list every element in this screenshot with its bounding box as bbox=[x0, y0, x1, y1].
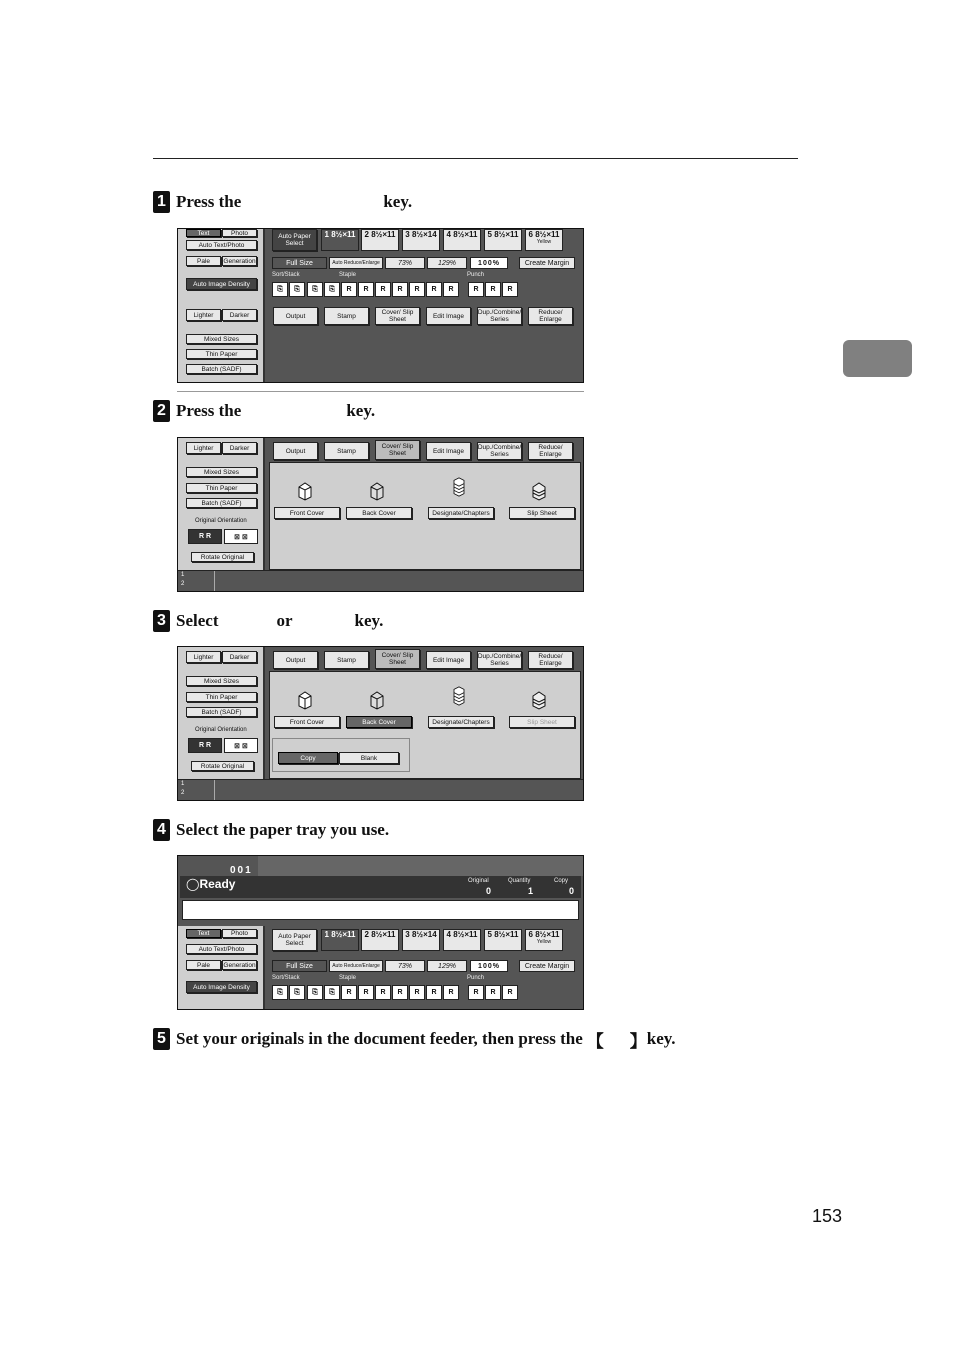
orientation-rotated-icon[interactable]: ⊠ ⊠ bbox=[224, 529, 258, 544]
header-rule bbox=[153, 158, 798, 159]
right-panel bbox=[267, 438, 583, 570]
darker-button[interactable]: Darker bbox=[222, 442, 257, 454]
panel-4 bbox=[177, 855, 584, 1010]
full-size-button[interactable]: Full Size bbox=[272, 257, 327, 269]
tab-stamp[interactable]: Stamp bbox=[324, 651, 369, 669]
copy-button[interactable]: Copy bbox=[278, 752, 338, 764]
chapter-tab bbox=[843, 340, 912, 377]
mixed-sizes-button[interactable]: Mixed Sizes bbox=[186, 467, 257, 477]
sort-stack-label: Sort/Stack bbox=[272, 272, 300, 278]
ready-status: ◯Ready bbox=[186, 877, 236, 891]
right-panel bbox=[267, 647, 583, 779]
text-button[interactable]: Text bbox=[186, 229, 221, 237]
tray-2-button[interactable]: 2 8½×11 bbox=[361, 229, 399, 251]
mixed-sizes-button[interactable]: Mixed Sizes bbox=[186, 334, 257, 344]
step-1 bbox=[153, 189, 412, 215]
ratio-100-field[interactable]: 100% bbox=[470, 257, 508, 269]
rotate-original-button[interactable]: Rotate Original bbox=[191, 552, 254, 562]
designate-chapters-button[interactable]: Designate/Chapters bbox=[428, 716, 494, 728]
tray-6-button[interactable]: 6 8½×11 Yellow bbox=[525, 229, 563, 251]
tray-4-button[interactable]: 4 8½×11 bbox=[443, 229, 481, 251]
tray-1-button[interactable]: 1 8½×11 bbox=[321, 229, 359, 251]
step-5 bbox=[153, 1026, 676, 1052]
staple-icon[interactable]: R bbox=[443, 985, 459, 1000]
auto-text-photo-button[interactable]: Auto Text/Photo bbox=[186, 944, 257, 954]
punch-icon[interactable]: R bbox=[502, 282, 518, 297]
stack-icon[interactable]: ⎘ bbox=[307, 282, 323, 297]
panel-1 bbox=[177, 228, 584, 383]
original-label: Original bbox=[468, 878, 489, 884]
lighter-button[interactable] bbox=[186, 309, 221, 321]
ratio-100-field[interactable]: 100% bbox=[470, 960, 508, 972]
panel-3 bbox=[177, 646, 584, 801]
tab-output[interactable]: Output bbox=[273, 651, 318, 669]
front-cover-button[interactable]: Front Cover bbox=[274, 716, 340, 728]
ratio-73-button[interactable]: 73% bbox=[385, 960, 425, 972]
ratio-129-button[interactable]: 129% bbox=[427, 960, 467, 972]
orientation-rotated-icon[interactable]: ⊠ ⊠ bbox=[224, 738, 258, 753]
blank-button[interactable]: Blank bbox=[339, 752, 399, 764]
left-panel bbox=[178, 229, 265, 382]
designate-chapters-button[interactable]: Designate/Chapters bbox=[428, 507, 494, 519]
step-text: Select bbox=[176, 611, 219, 630]
slip-sheet-button[interactable]: Slip Sheet bbox=[509, 507, 575, 519]
status-bar bbox=[178, 779, 583, 800]
lighter-button[interactable]: Lighter bbox=[186, 442, 221, 454]
auto-image-density-button[interactable]: Auto Image Density bbox=[186, 981, 257, 993]
tab-stamp[interactable]: Stamp bbox=[324, 442, 369, 460]
auto-paper-select-button[interactable]: Auto Paper Select bbox=[272, 229, 317, 251]
orientation-upright-icon[interactable]: R R bbox=[188, 529, 222, 544]
auto-reduce-enlarge-button[interactable]: Auto Reduce/Enlarge bbox=[329, 257, 383, 269]
punch-icon[interactable]: R bbox=[468, 985, 484, 1000]
darker-label: Darker bbox=[229, 311, 250, 319]
step-text: key. bbox=[354, 611, 384, 630]
staple-label: Staple bbox=[339, 975, 357, 981]
tab-output[interactable]: Output bbox=[273, 442, 318, 460]
back-cover-button[interactable]: Back Cover bbox=[346, 716, 412, 728]
counter-area bbox=[178, 856, 258, 876]
front-cover-icon bbox=[296, 690, 314, 710]
stack-icon[interactable]: ⎘ bbox=[324, 985, 340, 1000]
copy-blank-group bbox=[272, 738, 410, 772]
key-bracket-close: 】 bbox=[629, 1031, 647, 1051]
stack-icon[interactable]: ⎘ bbox=[307, 985, 323, 1000]
staple-icon[interactable]: R bbox=[375, 985, 391, 1000]
step-text: Select the paper tray you use. bbox=[176, 820, 390, 839]
staple-label: Staple bbox=[339, 272, 357, 278]
cover-content-area bbox=[269, 671, 581, 779]
tray-2-button[interactable]: 2 8½×11 bbox=[361, 929, 399, 951]
left-panel bbox=[178, 438, 265, 570]
tab-stamp[interactable]: Stamp bbox=[324, 307, 369, 325]
left-panel bbox=[178, 926, 265, 1009]
designate-chapters-icon bbox=[450, 686, 468, 706]
separator bbox=[177, 391, 584, 392]
tab-edit-image[interactable]: Edit Image bbox=[426, 442, 471, 460]
tray-3-button[interactable]: 3 8½×14 bbox=[402, 929, 440, 951]
batch-button[interactable]: Batch (SADF) bbox=[186, 364, 257, 374]
pale-button[interactable]: Pale bbox=[186, 960, 221, 970]
stack-icon[interactable]: ⎘ bbox=[324, 282, 340, 297]
batch-button[interactable]: Batch (SADF) bbox=[186, 707, 257, 717]
mini-label: 2 bbox=[181, 790, 185, 796]
tab-dup-combine-series[interactable]: Dup./Combine/ Series bbox=[477, 444, 522, 458]
sort-stack-label: Sort/Stack bbox=[272, 975, 300, 981]
thin-paper-button[interactable]: Thin Paper bbox=[186, 692, 257, 702]
tab-output[interactable]: Output bbox=[273, 307, 318, 325]
auto-reduce-enlarge-button[interactable]: Auto Reduce/Enlarge bbox=[329, 960, 383, 972]
auto-text-photo-button[interactable]: Auto Text/Photo bbox=[186, 240, 257, 250]
status-row bbox=[180, 876, 581, 898]
create-margin-button[interactable]: Create Margin bbox=[519, 257, 575, 269]
staple-icon[interactable]: R bbox=[426, 282, 442, 297]
step-number: 1 bbox=[153, 191, 170, 213]
sort-icon[interactable]: ⎘ bbox=[289, 985, 305, 1000]
generation-button[interactable]: Generation bbox=[223, 257, 256, 265]
punch-icon[interactable]: R bbox=[485, 985, 501, 1000]
slip-sheet-icon bbox=[530, 481, 548, 501]
counter: 001 bbox=[230, 865, 253, 876]
lighter-button[interactable]: Lighter bbox=[186, 651, 221, 663]
thin-paper-button[interactable]: Thin Paper bbox=[186, 483, 257, 493]
quantity-value: 1 bbox=[528, 886, 534, 896]
step-text: key. bbox=[383, 192, 413, 211]
tab-reduce-enlarge[interactable]: Reduce/ Enlarge bbox=[528, 442, 573, 460]
staple-icon[interactable]: R bbox=[409, 985, 425, 1000]
auto-paper-select-button[interactable]: Auto Paper Select bbox=[272, 929, 317, 951]
ratio-73-button[interactable]: 73% bbox=[385, 257, 425, 269]
staple-icon[interactable]: R bbox=[341, 282, 357, 297]
auto-image-density-button[interactable]: Auto Image Density bbox=[186, 278, 257, 290]
page-number: 153 bbox=[812, 1206, 843, 1226]
left-panel bbox=[178, 647, 265, 779]
punch-label: Punch bbox=[467, 975, 485, 981]
message-field bbox=[182, 900, 579, 920]
original-value: 0 bbox=[486, 886, 492, 896]
darker-button[interactable] bbox=[222, 309, 257, 321]
staple-icon[interactable]: R bbox=[392, 985, 408, 1000]
slip-sheet-button[interactable]: Slip Sheet bbox=[509, 716, 575, 728]
staple-icon[interactable]: R bbox=[358, 282, 374, 297]
back-cover-icon bbox=[368, 481, 386, 501]
tab-reduce-enlarge[interactable]: Reduce/ Enlarge bbox=[528, 307, 573, 325]
original-orientation-label: Original Orientation bbox=[195, 518, 247, 524]
step-text: key. bbox=[346, 401, 376, 420]
photo-button[interactable]: Photo bbox=[222, 929, 257, 938]
copy-value: 0 bbox=[569, 886, 575, 896]
right-panel bbox=[267, 926, 583, 1009]
step-text: Set your originals in the document feeder, then press the bbox=[176, 1029, 583, 1048]
generation-button[interactable]: Generation bbox=[223, 961, 256, 969]
tray-5-button[interactable]: 5 8½×11 bbox=[484, 229, 522, 251]
quantity-label: Quantity bbox=[508, 878, 531, 884]
tray-4-button[interactable]: 4 8½×11 bbox=[443, 929, 481, 951]
step-text: Press the bbox=[176, 401, 242, 420]
staple-icon[interactable]: R bbox=[375, 282, 391, 297]
sort-icon[interactable]: ⎘ bbox=[289, 282, 305, 297]
back-cover-button[interactable]: Back Cover bbox=[346, 507, 412, 519]
step-number: 2 bbox=[153, 400, 170, 422]
panel-2 bbox=[177, 437, 584, 592]
staple-icon[interactable]: R bbox=[358, 985, 374, 1000]
tab-edit-image[interactable]: Edit Image bbox=[426, 651, 471, 669]
rotate-original-button[interactable]: Rotate Original bbox=[191, 761, 254, 771]
step-text: Press the bbox=[176, 192, 242, 211]
batch-button[interactable]: Batch (SADF) bbox=[186, 498, 257, 508]
front-cover-icon bbox=[296, 481, 314, 501]
tray-5-button[interactable]: 5 8½×11 bbox=[484, 929, 522, 951]
darker-button[interactable]: Darker bbox=[222, 651, 257, 663]
key-bracket-open: 【 bbox=[586, 1031, 604, 1051]
back-cover-icon bbox=[368, 690, 386, 710]
staple-icon[interactable]: R bbox=[392, 282, 408, 297]
punch-label: Punch bbox=[467, 272, 485, 278]
tray-3-button[interactable]: 3 8½×14 bbox=[402, 229, 440, 251]
tray-6-button[interactable]: 6 8½×11 Yellow bbox=[525, 929, 563, 951]
tab-dup-combine-series[interactable]: Dup./Combine/ Series bbox=[477, 653, 522, 667]
tab-cover-slip-sheet[interactable]: Cover/ Slip Sheet bbox=[375, 649, 420, 669]
sort-icon[interactable]: ⎘ bbox=[272, 985, 288, 1000]
tab-edit-image[interactable]: Edit Image bbox=[426, 307, 471, 325]
punch-icon[interactable]: R bbox=[485, 282, 501, 297]
step-number: 5 bbox=[153, 1028, 170, 1050]
step-number: 4 bbox=[153, 819, 170, 841]
right-panel bbox=[267, 229, 583, 382]
lighter-label: Lighter bbox=[193, 311, 214, 319]
create-margin-button[interactable]: Create Margin bbox=[519, 960, 575, 972]
status-bar bbox=[178, 570, 583, 591]
mini-label: 1 bbox=[181, 572, 185, 578]
step-4 bbox=[153, 817, 389, 843]
sort-icon[interactable]: ⎘ bbox=[272, 282, 288, 297]
cover-content-area bbox=[269, 462, 581, 570]
mixed-sizes-button[interactable]: Mixed Sizes bbox=[186, 676, 257, 686]
full-size-button[interactable]: Full Size bbox=[272, 960, 327, 972]
staple-icon[interactable]: R bbox=[409, 282, 425, 297]
orientation-upright-icon[interactable]: R R bbox=[188, 738, 222, 753]
tab-cover-slip-sheet[interactable]: Cover/ Slip Sheet bbox=[375, 307, 420, 325]
pale-button[interactable]: Pale bbox=[186, 256, 221, 266]
tab-reduce-enlarge[interactable]: Reduce/ Enlarge bbox=[528, 651, 573, 669]
tray-1-button[interactable]: 1 8½×11 bbox=[321, 929, 359, 951]
punch-icon[interactable]: R bbox=[468, 282, 484, 297]
step-number: 3 bbox=[153, 610, 170, 632]
slip-sheet-icon bbox=[530, 690, 548, 710]
staple-icon[interactable]: R bbox=[443, 282, 459, 297]
tab-cover-slip-sheet[interactable]: Cover/ Slip Sheet bbox=[375, 440, 420, 460]
staple-icon[interactable]: R bbox=[426, 985, 442, 1000]
step-text: key. bbox=[646, 1029, 676, 1048]
photo-button[interactable]: Photo bbox=[222, 229, 257, 237]
tab-dup-combine-series[interactable]: Dup./Combine/ Series bbox=[477, 309, 522, 323]
designate-chapters-icon bbox=[450, 477, 468, 497]
staple-icon[interactable]: R bbox=[341, 985, 357, 1000]
step-3 bbox=[153, 608, 383, 634]
step-text: or bbox=[276, 611, 293, 630]
thin-paper-button[interactable]: Thin Paper bbox=[186, 349, 257, 359]
mini-label: 2 bbox=[181, 581, 185, 587]
ratio-129-button[interactable]: 129% bbox=[427, 257, 467, 269]
copy-label: Copy bbox=[554, 878, 569, 884]
text-button[interactable]: Text bbox=[186, 929, 221, 938]
front-cover-button[interactable]: Front Cover bbox=[274, 507, 340, 519]
mini-label: 1 bbox=[181, 781, 185, 787]
punch-icon[interactable]: R bbox=[502, 985, 518, 1000]
step-2 bbox=[153, 398, 375, 424]
original-orientation-label: Original Orientation bbox=[195, 727, 247, 733]
